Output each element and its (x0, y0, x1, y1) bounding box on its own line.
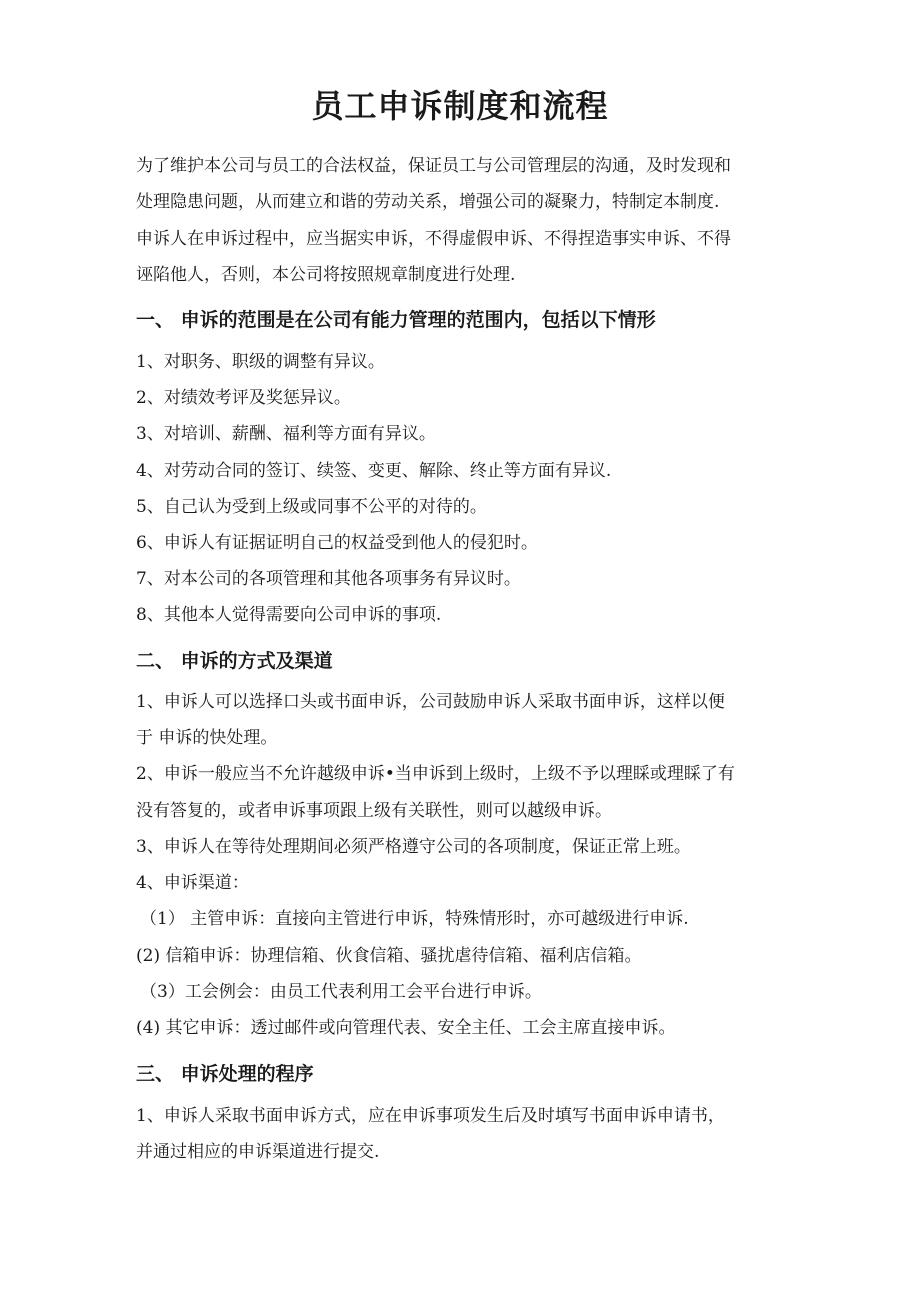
channel-item: (4) 其它申诉：透过邮件或向管理代表、安全主任、工会主席直接申诉。 (136, 1018, 676, 1038)
channel-item: （1） 主管申诉：直接向主管进行申诉，特殊情形时，亦可越级进行申诉. (140, 909, 689, 929)
list-item: 3、对培训、薪酬、福利等方面有异议。 (136, 424, 436, 444)
document-title: 员工申诉制度和流程 (311, 87, 609, 125)
paragraph-line: 1、申诉人可以选择口头或书面申诉，公司鼓励申诉人采取书面申诉，这样以便 (136, 692, 725, 712)
paragraph-line: 3、申诉人在等待处理期间必须严格遵守公司的各项制度，保证正常上班。 (136, 837, 691, 857)
list-item: 4、对劳动合同的签订、续签、变更、解除、终止等方面有异议. (136, 461, 612, 481)
paragraph-line: 2、申诉一般应当不允许越级申诉•当申诉到上级时，上级不予以理睬或理睬了有 (136, 764, 735, 784)
paragraph-line: 于 申诉的快处理。 (136, 728, 278, 748)
list-item: 6、申诉人有证据证明自己的权益受到他人的侵犯时。 (136, 533, 538, 553)
paragraph-line: 4、申诉渠道： (136, 873, 249, 893)
intro-line: 处理隐患问题，从而建立和谐的劳动关系，增强公司的凝聚力，特制定本制度. (136, 192, 720, 212)
list-item: 1、对职务、职级的调整有异议。 (136, 352, 385, 372)
list-item: 2、对绩效考评及奖惩异议。 (136, 388, 351, 408)
channel-item: (2) 信箱申诉：协理信箱、伙食信箱、骚扰虐待信箱、福利店信箱。 (136, 946, 642, 966)
list-item: 8、其他本人觉得需要向公司申诉的事项. (136, 605, 442, 625)
section-heading-2: 二、 申诉的方式及渠道 (136, 650, 333, 672)
intro-line: 诬陷他人，否则，本公司将按照规章制度进行处理. (136, 265, 516, 285)
intro-line: 申诉人在申诉过程中，应当据实申诉，不得虚假申诉、不得捏造事实申诉、不得 (136, 229, 731, 249)
list-item: 5、自己认为受到上级或同事不公平的对待的。 (136, 497, 487, 517)
paragraph-line: 并通过相应的申诉渠道进行提交. (136, 1142, 380, 1162)
list-item: 7、对本公司的各项管理和其他各项事务有异议时。 (136, 569, 521, 589)
intro-line: 为了维护本公司与员工的合法权益，保证员工与公司管理层的沟通，及时发现和 (136, 156, 731, 176)
section-heading-1: 一、 申诉的范围是在公司有能力管理的范围内，包括以下情形 (136, 309, 656, 331)
paragraph-line: 1、申诉人采取书面申诉方式，应在申诉事项发生后及时填写书面申诉申请书， (136, 1106, 725, 1126)
paragraph-line: 没有答复的，或者申诉事项跟上级有关联性，则可以越级申诉。 (136, 801, 612, 821)
section-heading-3: 三、 申诉处理的程序 (136, 1063, 314, 1085)
channel-item: （3）工会例会：由员工代表利用工会平台进行申诉。 (140, 982, 542, 1002)
